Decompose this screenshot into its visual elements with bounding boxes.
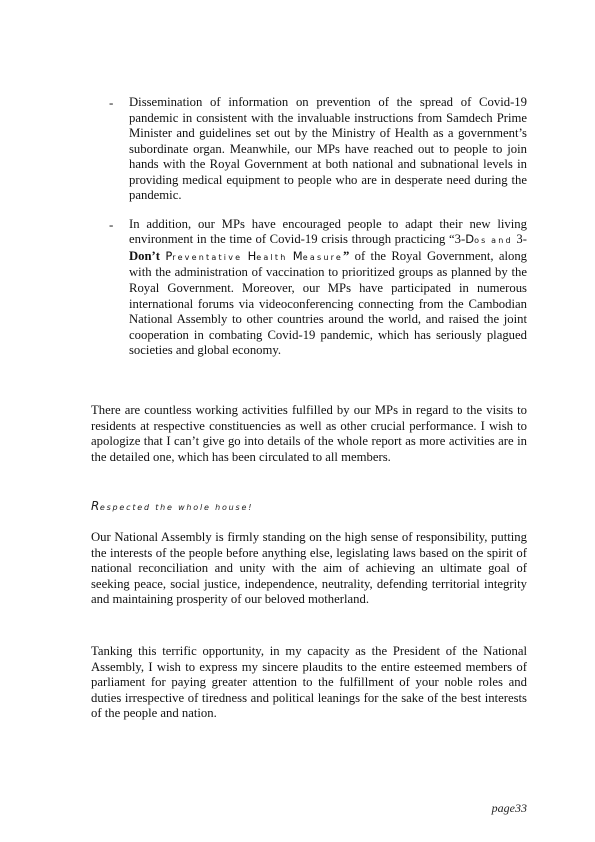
bullet-marker: - (109, 95, 114, 110)
measure-cap: M (292, 248, 303, 263)
dos-rest: os (474, 236, 488, 246)
paragraph-gratitude: Tanking this terrific opportunity, in my capacity as the President of the National Assembly, I wish to express my sincere plaudits to the entire esteemed members of parliament for paying greater attention to the fulfillment of your noble roles and duties irrespective of tiredness and political leanings for the sake of the best interests of the people and nation. (91, 644, 527, 721)
health-rest: ealth (256, 252, 288, 262)
bullet-text (129, 217, 527, 359)
and-text: and (491, 236, 513, 246)
three-prefix: 3- (516, 232, 527, 247)
paragraph-activities: There are countless working activities fulfilled by our MPs in regard to the visits to residents at respective constituencies as well as other crucial performance. I wish to apologize that I can’t give go into details of the whole report as more activities are in the detailed one, which has been circulated to all members. (91, 403, 527, 464)
dos-cap: D (465, 232, 475, 247)
bullet-text-after: of the Royal Government, along with the administration of vaccination to prioritized groups as planned by the Royal Government. Moreover, our MPs have participated in numerous international forums via videoconferencing connecting from the Cambodian National Assembly to other countries around the world, and raised the joint cooperation in combating Covid-19 pandemic, which has seriously plagued societies and global economy. (129, 248, 528, 358)
bullet-item-dissemination (109, 95, 527, 204)
health-cap: H (247, 248, 257, 263)
salutation-rest: espected the whole house! (99, 503, 254, 512)
dont-text: Don’t (129, 248, 161, 263)
page-number: page33 (491, 801, 527, 815)
preventative-cap: P (165, 248, 173, 263)
bullet-list (109, 95, 527, 359)
bullet-item-adaptation (109, 217, 527, 359)
salutation (91, 499, 253, 513)
measure-rest: easure (302, 252, 344, 262)
bullet-text-before: In addition, our MPs have encouraged people to adapt their new living environment in the time of Covid-19 crisis through practicing “3- (129, 216, 527, 247)
close-quote: ” (343, 248, 350, 263)
paragraph-national-assembly: Our National Assembly is firmly standing on the high sense of responsibility, putting the interests of the people before anything else, legislating laws based on the spirit of national reconciliation and unity with the aim of achieving an ultimate goal of seeking peace, social justice, independence, neutrality, defending territorial integrity and maintaining prosperity of our beloved motherland. (91, 530, 527, 607)
bullet-text: Dissemination of information on prevention of the spread of Covid-19 pandemic in consistent with the invaluable instructions from Samdech Prime Minister and guidelines set out by the Ministry of Health as a government’s subordinate organ. Meanwhile, our MPs have reached out to people to join hands with the Royal Government at both national and subnational levels in providing medical equipment to people who are in desperate need during the pandemic. (129, 95, 527, 203)
bullet-marker: - (109, 216, 114, 232)
salutation-cap: R (91, 499, 100, 513)
preventative-rest: reventative (172, 252, 243, 262)
